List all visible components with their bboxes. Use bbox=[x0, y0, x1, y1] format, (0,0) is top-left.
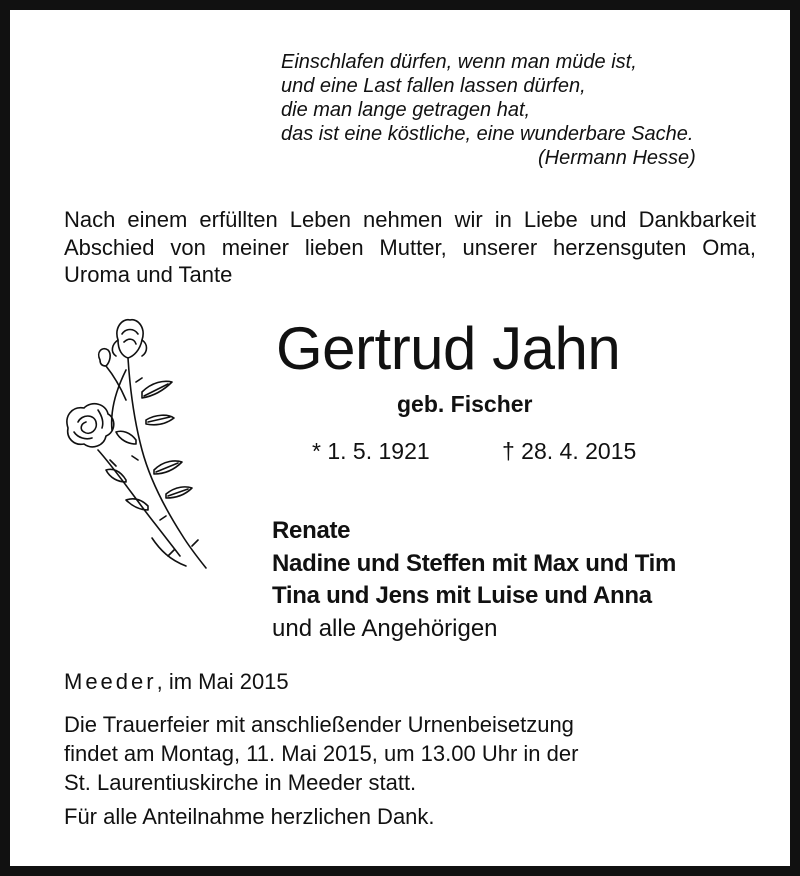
service-info bbox=[64, 710, 764, 797]
mourner-line: Nadine und Steffen mit Max und Tim bbox=[272, 549, 677, 577]
service-line: Die Trauerfeier mit anschließender Urnenbeisetzung bbox=[64, 712, 574, 737]
mourner-relatives: und alle Angehörigen bbox=[272, 614, 498, 642]
place-date-text: , im Mai 2015 bbox=[156, 669, 289, 694]
place-date bbox=[64, 669, 289, 695]
thanks-text: Für alle Anteilnahme herzlichen Dank. bbox=[64, 804, 435, 829]
place-town: Meeder bbox=[64, 669, 157, 694]
service-line: St. Laurentiuskirche in Meeder statt. bbox=[64, 770, 417, 795]
poem-line: die man lange getragen hat, bbox=[281, 99, 531, 121]
mourners-list bbox=[272, 515, 676, 645]
deceased-name: Gertrud Jahn bbox=[276, 315, 621, 382]
death-date: † 28. 4. 2015 bbox=[502, 438, 637, 464]
poem-line: das ist eine köstliche, eine wunderbare Sache. bbox=[281, 123, 694, 145]
service-line: findet am Montag, 11. Mai 2015, um 13.00 Uhr in der bbox=[64, 741, 579, 766]
mourner-line: Tina und Jens mit Luise und Anna bbox=[272, 582, 652, 609]
intro-text: Nach einem erfüllten Leben nehmen wir in Liebe und Dankbarkeit Abschied von meiner lieben Mutter, unserer herzensguten Oma, Uroma und Tante bbox=[64, 207, 756, 287]
rose-icon bbox=[56, 310, 216, 580]
poem-author: (Hermann Hesse) bbox=[538, 147, 696, 169]
maiden-name: geb. Fischer bbox=[397, 391, 533, 417]
mourner-line: Renate bbox=[272, 517, 351, 544]
poem-line: Einschlafen dürfen, wenn man müde ist, bbox=[281, 51, 637, 73]
poem-quote bbox=[281, 50, 696, 170]
poem-line: und eine Last fallen lassen dürfen, bbox=[281, 75, 586, 97]
birth-date: * 1. 5. 1921 bbox=[312, 438, 430, 464]
